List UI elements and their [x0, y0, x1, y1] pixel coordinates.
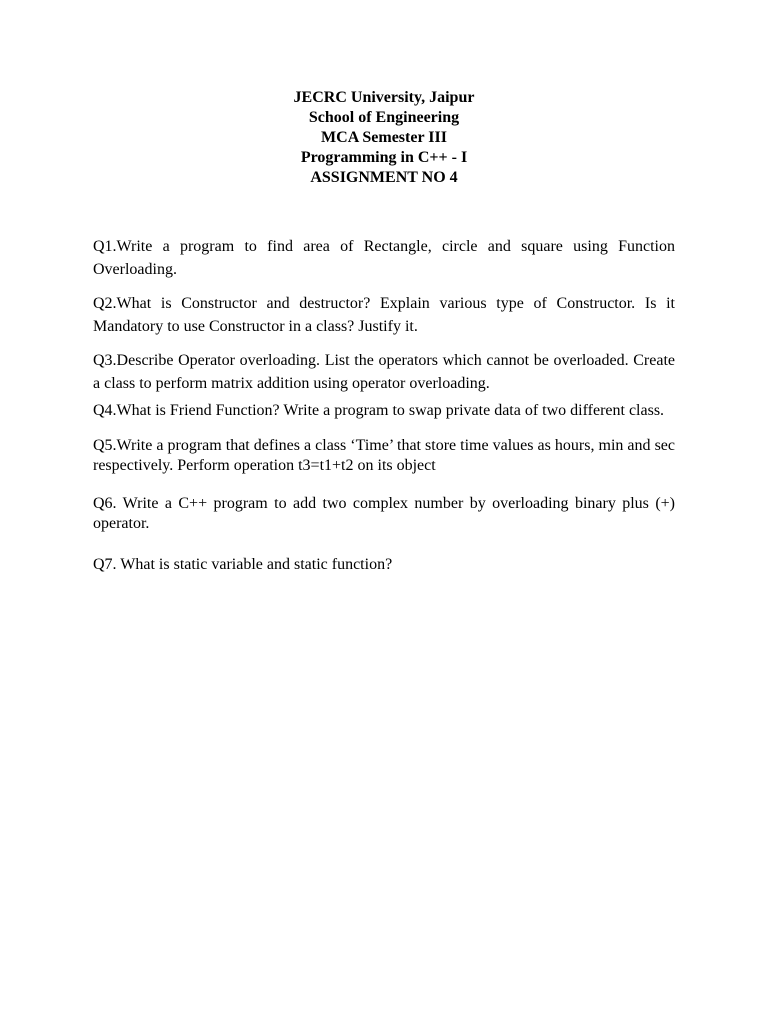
question-7: Q7. What is static variable and static function? [93, 556, 393, 573]
question-1: Q1.Write a program to find area of Rectangle, circle and square using Function Overloading. [93, 238, 675, 278]
question-4: Q4.What is Friend Function? Write a program to swap private data of two different class. [93, 402, 665, 419]
assignment-title: ASSIGNMENT NO 4 [310, 169, 458, 186]
question-6: Q6. Write a C++ program to add two complex number by overloading binary plus (+) operator. [93, 495, 675, 532]
assignment-header [0, 88, 768, 188]
university-name: JECRC University, Jaipur [293, 89, 475, 106]
question-list [93, 235, 675, 576]
question-2: Q2.What is Constructor and destructor? Explain various type of Constructor. Is it Mandatory to use Constructor in a class? Justify it. [93, 295, 675, 335]
course-title: Programming in C++ - I [300, 149, 468, 166]
semester-label: MCA Semester III [321, 129, 447, 146]
question-5: Q5.Write a program that defines a class ‘Time’ that store time values as hours, min and sec respectively. Perform operation t3=t1+t2 on its object [93, 437, 675, 474]
school-name: School of Engineering [308, 109, 460, 126]
question-3: Q3.Describe Operator overloading. List the operators which cannot be overloaded. Create a class to perform matrix addition using operator overloading. [93, 352, 675, 392]
